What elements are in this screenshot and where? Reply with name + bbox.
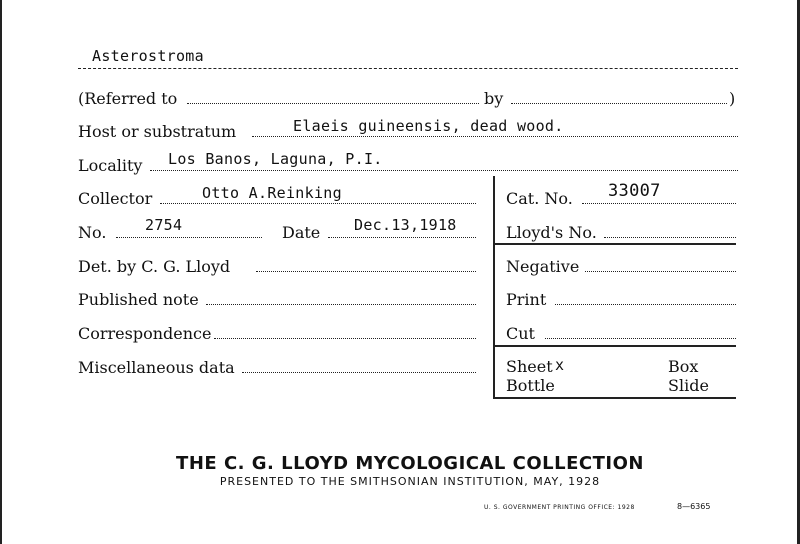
- referred-to-label: (Referred to: [78, 89, 178, 108]
- catalog-box-divider: [493, 243, 736, 245]
- genus-line: [78, 68, 738, 69]
- form-number: 8—6365: [677, 502, 711, 511]
- cat-no-value: 33007: [608, 181, 661, 201]
- cat-no-label: Cat. No.: [506, 189, 573, 208]
- by-label: by: [484, 89, 504, 108]
- host-value: Elaeis guineensis, dead wood.: [293, 117, 564, 135]
- negative-line: [585, 271, 736, 272]
- locality-label: Locality: [78, 156, 143, 175]
- date-line: [328, 237, 476, 238]
- correspondence-label: Correspondence: [78, 324, 212, 343]
- lloyds-no-line: [604, 237, 736, 238]
- negative-label: Negative: [506, 257, 580, 276]
- cat-no-line: [582, 203, 736, 204]
- collector-line: [160, 203, 476, 204]
- genus-value: Asterostroma: [92, 47, 204, 65]
- box-label: Box: [668, 357, 699, 376]
- close-paren: ): [729, 89, 736, 108]
- locality-value: Los Banos, Laguna, P.I.: [168, 150, 383, 168]
- host-line: [252, 136, 738, 137]
- det-by-line: [256, 271, 476, 272]
- catalog-box-bottom-border: [493, 397, 736, 399]
- cut-label: Cut: [506, 324, 535, 343]
- catalog-box-divider-lower: [493, 345, 736, 347]
- host-label: Host or substratum: [78, 122, 237, 141]
- date-value: Dec.13,1918: [354, 216, 457, 234]
- cut-line: [545, 338, 736, 339]
- collector-value: Otto A.Reinking: [202, 184, 342, 202]
- no-value: 2754: [145, 216, 183, 234]
- referred-to-line: [187, 103, 479, 104]
- print-line: [555, 304, 736, 305]
- date-label: Date: [282, 223, 321, 242]
- collection-subtitle: PRESENTED TO THE SMITHSONIAN INSTITUTION, MAY, 1928: [219, 475, 601, 488]
- no-line: [116, 237, 262, 238]
- published-note-label: Published note: [78, 290, 199, 309]
- by-line: [511, 103, 727, 104]
- printing-office-note: U. S. GOVERNMENT PRINTING OFFICE: 1928: [484, 504, 635, 511]
- collection-title: THE C. G. LLOYD MYCOLOGICAL COLLECTION: [176, 453, 644, 474]
- no-label: No.: [78, 223, 107, 242]
- published-note-line: [206, 304, 476, 305]
- misc-data-label: Miscellaneous data: [78, 358, 235, 377]
- collector-label: Collector: [78, 189, 153, 208]
- sheet-mark: x: [555, 356, 565, 374]
- locality-line: [150, 170, 738, 171]
- det-by-label: Det. by C. G. Lloyd: [78, 257, 231, 276]
- print-label: Print: [506, 290, 547, 309]
- misc-data-line: [242, 372, 476, 373]
- sheet-label: Sheet: [506, 357, 553, 376]
- correspondence-line: [214, 338, 476, 339]
- slide-label: Slide: [668, 376, 709, 395]
- catalog-box-left-border: [493, 176, 495, 398]
- bottle-label: Bottle: [506, 376, 555, 395]
- lloyds-no-label: Lloyd's No.: [506, 223, 597, 242]
